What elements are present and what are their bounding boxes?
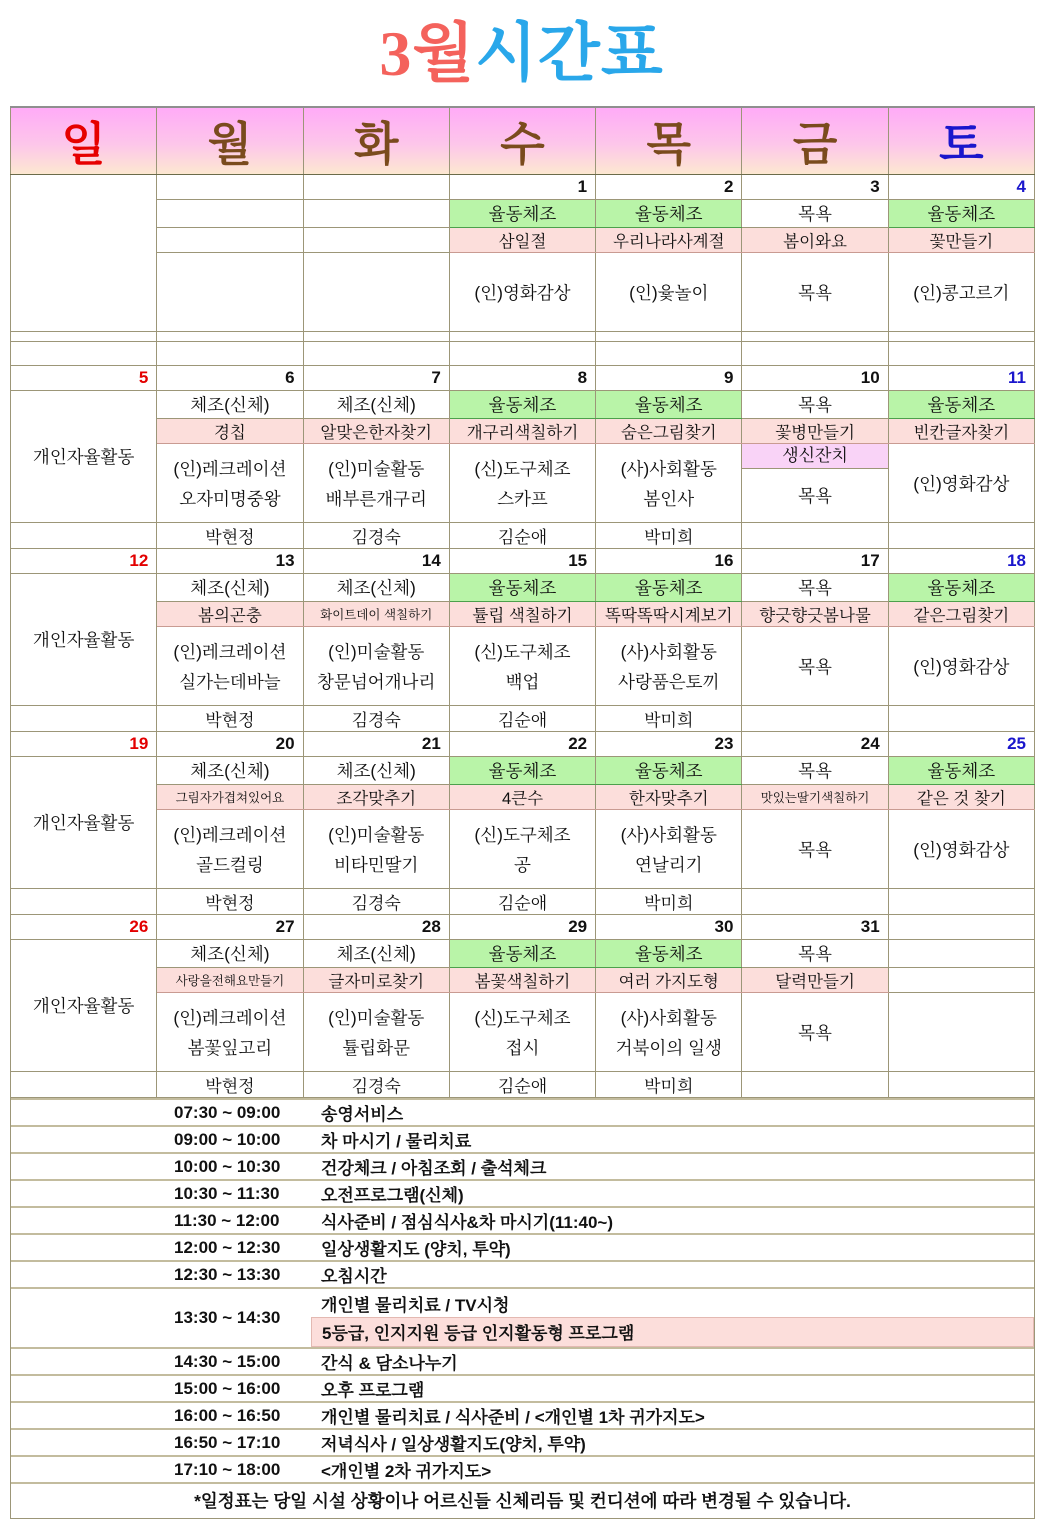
activity-cell	[888, 810, 1034, 889]
date-cell: 3	[742, 175, 888, 200]
spacer-cell	[11, 332, 157, 342]
activity-line: 배부른개구리	[325, 488, 427, 509]
teacher-cell: 김경숙	[303, 523, 449, 549]
date-cell: 29	[449, 915, 595, 940]
exercise-cell: 율동체조	[596, 200, 742, 228]
date-cell: 5	[11, 366, 157, 391]
schedule-stack	[311, 1289, 1034, 1347]
date-cell: 28	[303, 915, 449, 940]
teacher-cell	[11, 523, 157, 549]
exercise-cell: 율동체조	[596, 574, 742, 602]
theme-cell: 빈칸글자찾기	[888, 419, 1034, 444]
teacher-cell: 박현정	[157, 889, 303, 915]
exercise-cell: 율동체조	[888, 574, 1034, 602]
time-label: 14:30 ~ 15:00	[174, 1351, 281, 1371]
calendar	[10, 106, 1035, 1098]
date-cell	[888, 915, 1034, 940]
activity-line: (인)미술활동	[328, 824, 425, 845]
teacher-cell: 박미희	[596, 523, 742, 549]
schedule-row	[11, 1206, 1034, 1233]
spacer-cell	[888, 332, 1034, 342]
time-label: 09:00 ~ 10:00	[174, 1129, 281, 1149]
timetable-page	[0, 8, 1043, 1511]
schedule-desc: 개인별 물리치료 / 식사준비 / <개인별 1차 귀가지도>	[321, 1408, 705, 1427]
activity-cell	[888, 993, 1034, 1072]
footer-note: *일정표는 당일 시설 상황이나 어르신들 신체리듬 및 컨디션에 따라 변경될 수 있습니다.	[11, 1482, 1034, 1518]
theme-cell: 조각맞추기	[303, 785, 449, 810]
spacer-cell	[596, 332, 742, 342]
schedule-row	[11, 1152, 1034, 1179]
schedule-row	[11, 1374, 1034, 1401]
activity-line: 목욕	[798, 1022, 832, 1043]
teacher-cell	[11, 342, 157, 366]
exercise-cell: 율동체조	[596, 391, 742, 419]
theme-cell: 봄꽃색칠하기	[449, 968, 595, 993]
daily-time-schedule	[10, 1098, 1035, 1519]
date-cell: 1	[449, 175, 595, 200]
activity-cell	[303, 444, 449, 523]
teacher-cell	[888, 342, 1034, 366]
activity-flex	[742, 444, 887, 522]
activity-line: 목욕	[798, 282, 832, 303]
activity-cell	[449, 444, 595, 523]
activity-line: 접시	[505, 1037, 540, 1058]
activity-line: (신)도구체조	[474, 824, 571, 845]
teacher-cell	[303, 342, 449, 366]
day-header-weekday: 월	[157, 107, 303, 175]
theme-cell	[303, 228, 449, 253]
spacer-cell	[157, 332, 303, 342]
teacher-cell	[449, 342, 595, 366]
activity-cell	[742, 993, 888, 1072]
theme-cell: 향긋향긋봄나물	[742, 602, 888, 627]
teacher-cell	[888, 706, 1034, 732]
activity-line: (인)레크레이션	[173, 458, 287, 479]
date-cell: 30	[596, 915, 742, 940]
activity-line: 백업	[505, 671, 540, 692]
activity-line: (사)사회활동	[620, 641, 717, 662]
exercise-cell: 율동체조	[449, 200, 595, 228]
activity-line: (인)영화감상	[913, 656, 1010, 677]
theme-cell: 우리나라사계절	[596, 228, 742, 253]
activity-line: 목욕	[798, 486, 832, 506]
day-header-weekday: 금	[742, 107, 888, 175]
activity-line: (인)윷놀이	[629, 282, 709, 303]
activity-line: (사)사회활동	[620, 1007, 717, 1028]
schedule-desc: 오전프로그램(신체)	[321, 1186, 464, 1205]
time-label: 07:30 ~ 09:00	[174, 1102, 281, 1122]
activity-cell	[157, 810, 303, 889]
day-header-weekday: 화	[303, 107, 449, 175]
theme-cell: 그림자가겹쳐있어요	[157, 785, 303, 810]
activity-line: 봄꽃잎고리	[187, 1037, 273, 1058]
activity-rest	[742, 469, 887, 522]
time-label: 10:00 ~ 10:30	[174, 1156, 281, 1176]
date-cell: 13	[157, 549, 303, 574]
date-cell: 12	[11, 549, 157, 574]
activity-line: 연날리기	[634, 854, 703, 875]
date-cell: 16	[596, 549, 742, 574]
birthday-banner: 생신잔치	[742, 444, 887, 469]
activity-line: 스카프	[497, 488, 548, 509]
date-cell	[303, 175, 449, 200]
activity-cell	[888, 627, 1034, 706]
activity-cell	[888, 444, 1034, 523]
theme-cell: 꽃병만들기	[742, 419, 888, 444]
activity-line: 창문넘어개나리	[317, 671, 436, 692]
teacher-cell	[742, 1072, 888, 1098]
date-cell: 24	[742, 732, 888, 757]
activity-line: (인)레크레이션	[173, 641, 287, 662]
teacher-cell	[11, 889, 157, 915]
schedule-desc-highlight: 5등급, 인지지원 등급 인지활동형 프로그램	[311, 1317, 1034, 1347]
activity-line: 목욕	[798, 656, 832, 677]
theme-cell: 삼일절	[449, 228, 595, 253]
activity-line: 튤립화문	[342, 1037, 411, 1058]
teacher-cell	[11, 1072, 157, 1098]
teacher-cell	[742, 706, 888, 732]
teacher-cell	[742, 523, 888, 549]
date-cell: 10	[742, 366, 888, 391]
sunday-note: 개인자율활동	[11, 757, 157, 889]
exercise-cell: 체조(신체)	[157, 391, 303, 419]
schedule-row	[11, 1347, 1034, 1374]
schedule-desc: 차 마시기 / 물리치료	[321, 1132, 472, 1151]
teacher-cell	[888, 1072, 1034, 1098]
day-header-sun: 일	[11, 107, 157, 175]
schedule-desc: 송영서비스	[321, 1105, 404, 1124]
teacher-cell	[742, 342, 888, 366]
activity-cell	[303, 627, 449, 706]
exercise-cell: 체조(신체)	[157, 940, 303, 968]
time-label: 13:30 ~ 14:30	[174, 1308, 281, 1327]
activity-cell	[157, 993, 303, 1072]
teacher-cell	[11, 706, 157, 732]
theme-cell: 글자미로찾기	[303, 968, 449, 993]
exercise-cell: 체조(신체)	[157, 574, 303, 602]
spacer-cell	[742, 332, 888, 342]
teacher-cell: 김경숙	[303, 706, 449, 732]
activity-line: 공	[514, 854, 531, 875]
time-label: 16:50 ~ 17:10	[174, 1432, 281, 1452]
schedule-row	[11, 1401, 1034, 1428]
time-label: 10:30 ~ 11:30	[174, 1183, 280, 1203]
day-header-weekday: 수	[449, 107, 595, 175]
schedule-desc: 개인별 물리치료 / TV시청	[321, 1296, 510, 1315]
exercise-cell	[157, 200, 303, 228]
activity-cell	[742, 253, 888, 332]
activity-cell	[742, 444, 888, 523]
spacer-cell	[449, 332, 595, 342]
theme-cell: 맛있는딸기색칠하기	[742, 785, 888, 810]
exercise-cell: 목욕	[742, 757, 888, 785]
date-cell	[157, 175, 303, 200]
date-cell: 23	[596, 732, 742, 757]
teacher-cell: 박미희	[596, 1072, 742, 1098]
activity-cell	[596, 993, 742, 1072]
teacher-cell: 김순애	[449, 889, 595, 915]
exercise-cell: 목욕	[742, 940, 888, 968]
theme-cell: 달력만들기	[742, 968, 888, 993]
theme-cell: 경칩	[157, 419, 303, 444]
exercise-cell: 목욕	[742, 391, 888, 419]
schedule-row	[11, 1428, 1034, 1455]
page-title	[0, 8, 1043, 104]
activity-line: (사)사회활동	[620, 458, 717, 479]
exercise-cell	[888, 940, 1034, 968]
activity-line: 목욕	[798, 839, 832, 860]
activity-line: (인)레크레이션	[173, 824, 287, 845]
activity-line: 사랑품은토끼	[618, 671, 720, 692]
date-cell: 6	[157, 366, 303, 391]
date-cell: 9	[596, 366, 742, 391]
teacher-cell: 김경숙	[303, 889, 449, 915]
schedule-row	[11, 1125, 1034, 1152]
date-cell: 4	[888, 175, 1034, 200]
exercise-cell: 율동체조	[596, 757, 742, 785]
date-cell: 17	[742, 549, 888, 574]
exercise-cell: 체조(신체)	[303, 574, 449, 602]
time-label: 11:30 ~ 12:00	[174, 1210, 280, 1230]
theme-cell: 튤립 색칠하기	[449, 602, 595, 627]
teacher-cell: 김순애	[449, 706, 595, 732]
theme-cell: 한자맞추기	[596, 785, 742, 810]
activity-cell	[303, 993, 449, 1072]
exercise-cell: 체조(신체)	[157, 757, 303, 785]
activity-line: 실가는데바늘	[179, 671, 281, 692]
activity-cell	[449, 993, 595, 1072]
teacher-cell	[596, 342, 742, 366]
time-label: 12:30 ~ 13:30	[174, 1264, 281, 1284]
calendar-table	[10, 106, 1035, 1098]
theme-cell: 개구리색칠하기	[449, 419, 595, 444]
activity-line: 봄인사	[643, 488, 695, 509]
date-cell: 11	[888, 366, 1034, 391]
date-cell: 15	[449, 549, 595, 574]
theme-cell: 똑딱똑딱시계보기	[596, 602, 742, 627]
schedule-desc: 건강체크 / 아침조회 / 출석체크	[321, 1159, 547, 1178]
date-cell: 31	[742, 915, 888, 940]
time-label: 16:00 ~ 16:50	[174, 1405, 281, 1425]
activity-line: (인)레크레이션	[173, 1007, 287, 1028]
exercise-cell: 율동체조	[596, 940, 742, 968]
activity-cell	[303, 253, 449, 332]
schedule-desc: 저녁식사 / 일상생활지도(양치, 투약)	[321, 1435, 586, 1454]
schedule-row	[11, 1233, 1034, 1260]
theme-cell: 화이트데이 색칠하기	[303, 602, 449, 627]
activity-cell	[157, 253, 303, 332]
spacer-cell	[303, 332, 449, 342]
activity-cell	[596, 810, 742, 889]
title-month: 3월	[379, 18, 476, 89]
theme-cell	[888, 968, 1034, 993]
date-cell: 20	[157, 732, 303, 757]
teacher-cell: 박미희	[596, 889, 742, 915]
theme-cell: 봄이와요	[742, 228, 888, 253]
date-cell: 25	[888, 732, 1034, 757]
schedule-desc: 간식 & 담소나누기	[321, 1354, 458, 1373]
date-cell: 7	[303, 366, 449, 391]
theme-cell: 봄의곤충	[157, 602, 303, 627]
activity-line: (인)영화감상	[913, 839, 1010, 860]
teacher-cell: 박미희	[596, 706, 742, 732]
activity-cell	[742, 627, 888, 706]
activity-cell	[742, 810, 888, 889]
activity-line: (사)사회활동	[620, 824, 717, 845]
exercise-cell: 율동체조	[449, 391, 595, 419]
theme-cell	[157, 228, 303, 253]
teacher-cell	[157, 342, 303, 366]
activity-cell	[596, 627, 742, 706]
schedule-row	[11, 1098, 1034, 1125]
schedule-row	[11, 1260, 1034, 1287]
date-cell: 2	[596, 175, 742, 200]
date-cell: 26	[11, 915, 157, 940]
teacher-cell: 김순애	[449, 523, 595, 549]
teacher-cell	[888, 523, 1034, 549]
activity-line: (신)도구체조	[474, 458, 571, 479]
theme-cell: 같은그림찾기	[888, 602, 1034, 627]
sunday-empty-cell	[11, 175, 157, 332]
activity-line: (인)미술활동	[328, 1007, 425, 1028]
teacher-cell: 김순애	[449, 1072, 595, 1098]
teacher-cell: 김경숙	[303, 1072, 449, 1098]
date-cell: 14	[303, 549, 449, 574]
exercise-cell	[303, 200, 449, 228]
theme-cell: 같은 것 찾기	[888, 785, 1034, 810]
exercise-cell: 체조(신체)	[303, 757, 449, 785]
schedule-row	[11, 1287, 1034, 1347]
time-label: 15:00 ~ 16:00	[174, 1378, 281, 1398]
date-cell: 22	[449, 732, 595, 757]
activity-cell	[449, 810, 595, 889]
schedule-desc: 일상생활지도 (양치, 투약)	[321, 1240, 511, 1259]
exercise-cell: 율동체조	[888, 757, 1034, 785]
exercise-cell: 율동체조	[888, 200, 1034, 228]
activity-cell	[596, 444, 742, 523]
activity-line: 골드컬링	[196, 854, 264, 875]
exercise-cell: 체조(신체)	[303, 391, 449, 419]
activity-cell	[449, 627, 595, 706]
activity-line: (인)영화감상	[474, 282, 571, 303]
time-label: 17:10 ~ 18:00	[174, 1459, 281, 1479]
teacher-cell	[742, 889, 888, 915]
date-cell: 18	[888, 549, 1034, 574]
theme-cell: 숨은그림찾기	[596, 419, 742, 444]
theme-cell: 4큰수	[449, 785, 595, 810]
date-cell: 27	[157, 915, 303, 940]
activity-cell	[157, 627, 303, 706]
time-label: 12:00 ~ 12:30	[174, 1237, 281, 1257]
activity-line: 비타민딸기	[333, 854, 419, 875]
activity-line: (인)미술활동	[328, 458, 425, 479]
date-cell: 21	[303, 732, 449, 757]
exercise-cell: 목욕	[742, 574, 888, 602]
date-cell: 8	[449, 366, 595, 391]
theme-cell: 꽃만들기	[888, 228, 1034, 253]
date-cell: 19	[11, 732, 157, 757]
activity-line: (인)미술활동	[328, 641, 425, 662]
schedule-desc: 식사준비 / 점심식사&차 마시기(11:40~)	[321, 1213, 614, 1232]
activity-line: (인)영화감상	[913, 473, 1010, 494]
activity-cell	[596, 253, 742, 332]
exercise-cell: 목욕	[742, 200, 888, 228]
activity-line: 거북이의 일생	[615, 1037, 722, 1058]
schedule-desc: <개인별 2차 귀가지도>	[321, 1462, 492, 1481]
teacher-cell: 박현정	[157, 1072, 303, 1098]
schedule-row	[11, 1179, 1034, 1206]
sunday-note: 개인자율활동	[11, 391, 157, 523]
activity-line: (인)콩고르기	[913, 282, 1010, 303]
activity-cell	[449, 253, 595, 332]
sunday-note: 개인자율활동	[11, 940, 157, 1072]
activity-line: (신)도구체조	[474, 1007, 571, 1028]
schedule-row	[11, 1455, 1034, 1482]
exercise-cell: 율동체조	[449, 574, 595, 602]
teacher-cell: 박현정	[157, 523, 303, 549]
sunday-note: 개인자율활동	[11, 574, 157, 706]
title-label: 시간표	[475, 18, 664, 89]
activity-cell	[157, 444, 303, 523]
exercise-cell: 체조(신체)	[303, 940, 449, 968]
day-header-sat: 토	[888, 107, 1034, 175]
schedule-desc: 오침시간	[321, 1267, 387, 1286]
activity-cell	[888, 253, 1034, 332]
schedule-desc: 오후 프로그램	[321, 1381, 425, 1400]
day-header-weekday: 목	[596, 107, 742, 175]
activity-line: 오자미명중왕	[179, 488, 281, 509]
theme-cell: 알맞은한자찾기	[303, 419, 449, 444]
teacher-cell: 박현정	[157, 706, 303, 732]
activity-cell	[303, 810, 449, 889]
theme-cell: 사랑을전해요만들기	[157, 968, 303, 993]
teacher-cell	[888, 889, 1034, 915]
exercise-cell: 율동체조	[449, 757, 595, 785]
theme-cell: 여러 가지도형	[596, 968, 742, 993]
exercise-cell: 율동체조	[888, 391, 1034, 419]
activity-line: (신)도구체조	[474, 641, 571, 662]
exercise-cell: 율동체조	[449, 940, 595, 968]
